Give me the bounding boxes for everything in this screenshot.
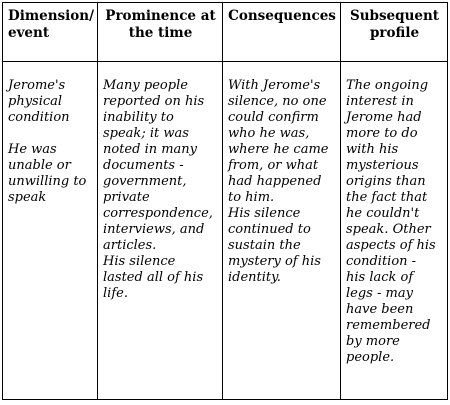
header-row bbox=[3, 3, 448, 62]
header-consequences-label: Consequences bbox=[228, 8, 336, 24]
header-cell-consequences bbox=[223, 3, 341, 62]
header-prominence-label: Prominence at the time bbox=[105, 8, 216, 41]
dimension-text bbox=[3, 62, 97, 206]
cell-dimension bbox=[3, 62, 98, 400]
dimension-title: Jerome's physical condition bbox=[8, 78, 70, 125]
consequences-text: With Jerome's silence, no one could confirm who he was, where he came from, or what had happened to him. His silence continued to sustain the mystery of his identity. bbox=[228, 78, 329, 285]
subsequent-text: The ongoing interest in Jerome had more to do with his mysterious origins than the fact that he couldn't speak. Other aspects of his condition - his lack of legs - may have been remembered by more people. bbox=[346, 78, 436, 365]
comparison-table bbox=[2, 2, 448, 400]
header-cell-dimension bbox=[3, 3, 98, 62]
header-dimension-label: Dimension/ event bbox=[8, 8, 95, 41]
cell-consequences bbox=[223, 62, 341, 400]
header-subsequent-label: Subsequent profile bbox=[349, 8, 440, 41]
prominence-text: Many people reported on his inability to speak; it was noted in many documents - government, private correspondence, interviews, and articles. His silence lasted all of his life. bbox=[103, 78, 213, 301]
header-cell-subsequent bbox=[341, 3, 448, 62]
dimension-detail: He was unable or unwilling to speak bbox=[8, 142, 87, 205]
header-cell-prominence bbox=[98, 3, 223, 62]
table-row bbox=[3, 62, 448, 400]
cell-prominence bbox=[98, 62, 223, 400]
cell-subsequent bbox=[341, 62, 448, 400]
